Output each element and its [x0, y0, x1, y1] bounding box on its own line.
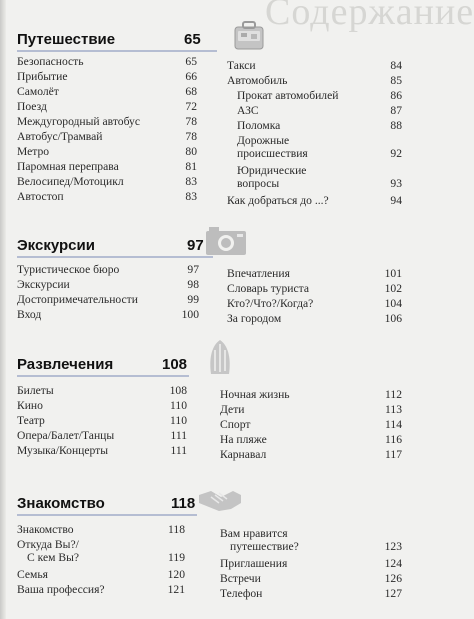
- bleed-through-title: Содержание: [265, 0, 474, 33]
- section-header: [17, 237, 397, 259]
- section-page-number: 65: [184, 31, 201, 48]
- section-header: [17, 356, 397, 378]
- section-page-number: 97: [187, 237, 204, 254]
- section-title[interactable]: Развлечения: [17, 356, 114, 373]
- section-header: [17, 495, 397, 517]
- section-page-number: 108: [162, 356, 188, 373]
- camera-icon: [204, 225, 248, 262]
- section-header: [17, 31, 397, 53]
- section-page-number: 118: [171, 495, 196, 512]
- section-excursions: Экскурсии 97 Туристическое бюро 97 Экскурсии 98 Достопримечательности 99 Вход 100 Впечатления 101 Словарь туриста 102 Кто?/Что?/Когда? 104 За городом 106: [17, 237, 397, 337]
- page-binding-edge: [0, 0, 6, 619]
- section-title[interactable]: Экскурсии: [17, 237, 95, 254]
- section-underline: [17, 256, 213, 258]
- section-travel: Путешествие 65 Безопасность 65 Прибытие 66 Самолёт 68 Поезд 72 Междугородный автобус 78 Автобус/Трамвай 78 Метро 80 Паромная переправа 81 Велосипед/Мотоцикл 83 Автостоп 83 Такси 84 Автомобиль 85 Прокат автомобилей 86 АЗС 87 Поломка 88 Дорожные происшествия 92 Юридические вопросы 93 Как добраться до ...? 94: [17, 31, 397, 231]
- suitcase-icon: [231, 19, 267, 56]
- section-title[interactable]: Знакомство: [17, 495, 105, 512]
- section-acquaintance: Знакомство 118 Знакомство 118 Откуда Вы?/ С кем Вы? 119 Семья 120 Ваша профессия? 121 Вам нравится путешествие? 123 Приглашения 124 Встречи 126 Телефон 127: [17, 495, 397, 619]
- theater-mask-icon: [205, 338, 235, 383]
- section-title[interactable]: Путешествие: [17, 31, 116, 48]
- section-underline: [17, 50, 217, 52]
- section-underline: [17, 514, 197, 516]
- section-entertainment: Развлечения 108 Билеты 108 Кино 110 Театр 110 Опера/Балет/Танцы 111 Музыка/Концерты 111 Ночная жизнь 112 Дети 113 Спорт 114 На пляже 116 Карнавал 117: [17, 356, 397, 476]
- handshake-icon: [197, 485, 243, 520]
- section-underline: [17, 375, 189, 377]
